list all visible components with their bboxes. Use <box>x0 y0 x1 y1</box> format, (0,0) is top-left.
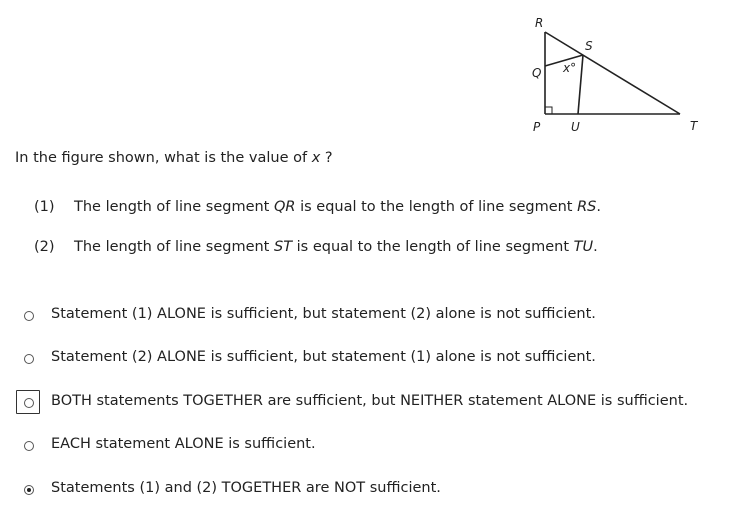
radio-button[interactable] <box>24 441 34 451</box>
radio-button[interactable] <box>24 354 34 364</box>
statement-text: is equal to the length of line segment <box>292 239 574 255</box>
radio-button[interactable] <box>24 485 34 495</box>
label-s: S <box>585 39 593 53</box>
geometry-figure <box>510 10 730 140</box>
radio-button[interactable] <box>24 398 34 408</box>
question-variable: x <box>311 150 321 166</box>
statement-text: The length of line segment <box>74 239 274 255</box>
radio-focus-box <box>16 477 40 501</box>
triangle-diagram <box>510 10 730 140</box>
statement-2 <box>34 239 598 255</box>
choice-label[interactable]: EACH statement ALONE is sufficient. <box>51 436 316 452</box>
statement-text: The length of line segment <box>74 199 274 215</box>
choice-label[interactable]: Statement (1) ALONE is sufficient, but statement (2) alone is not sufficient. <box>51 306 596 322</box>
label-q: Q <box>532 66 542 80</box>
question-suffix: ? <box>320 150 333 166</box>
label-r: R <box>535 16 544 30</box>
radio-focus-box <box>16 303 40 327</box>
choice-label[interactable]: Statements (1) and (2) TOGETHER are NOT sufficient. <box>51 480 441 496</box>
answer-choice-c[interactable] <box>16 390 716 416</box>
radio-focus-box <box>16 390 40 414</box>
statement-number: (2) <box>34 239 55 255</box>
label-u: U <box>571 120 580 134</box>
statement-end: . <box>596 199 601 215</box>
radio-focus-box <box>16 346 40 370</box>
statement-end: . <box>593 239 598 255</box>
choice-label[interactable]: BOTH statements TOGETHER are sufficient, but NEITHER statement ALONE is sufficient. <box>51 393 689 409</box>
label-angle-x: x° <box>563 61 577 75</box>
statement-number: (1) <box>34 199 55 215</box>
statement-text: is equal to the length of line segment <box>295 199 578 215</box>
segment-name: ST <box>273 239 293 255</box>
choice-label[interactable]: Statement (2) ALONE is sufficient, but statement (1) alone is not sufficient. <box>51 349 596 365</box>
statement-1 <box>34 199 601 215</box>
answer-choice-e[interactable] <box>16 477 716 503</box>
radio-button[interactable] <box>24 311 34 321</box>
segment-name: TU <box>573 239 594 255</box>
right-angle-mark <box>545 107 552 114</box>
answer-choice-d[interactable] <box>16 433 716 459</box>
radio-focus-box <box>16 433 40 457</box>
segment-name: QR <box>273 199 296 215</box>
label-p: P <box>533 120 541 134</box>
question-text <box>15 150 333 166</box>
answer-choice-a[interactable] <box>16 303 716 329</box>
segment-su <box>578 55 583 114</box>
question-prefix: In the figure shown, what is the value of <box>15 150 312 166</box>
segment-name: RS <box>577 199 597 215</box>
answer-choice-b[interactable] <box>16 346 716 372</box>
label-t: T <box>690 119 698 133</box>
